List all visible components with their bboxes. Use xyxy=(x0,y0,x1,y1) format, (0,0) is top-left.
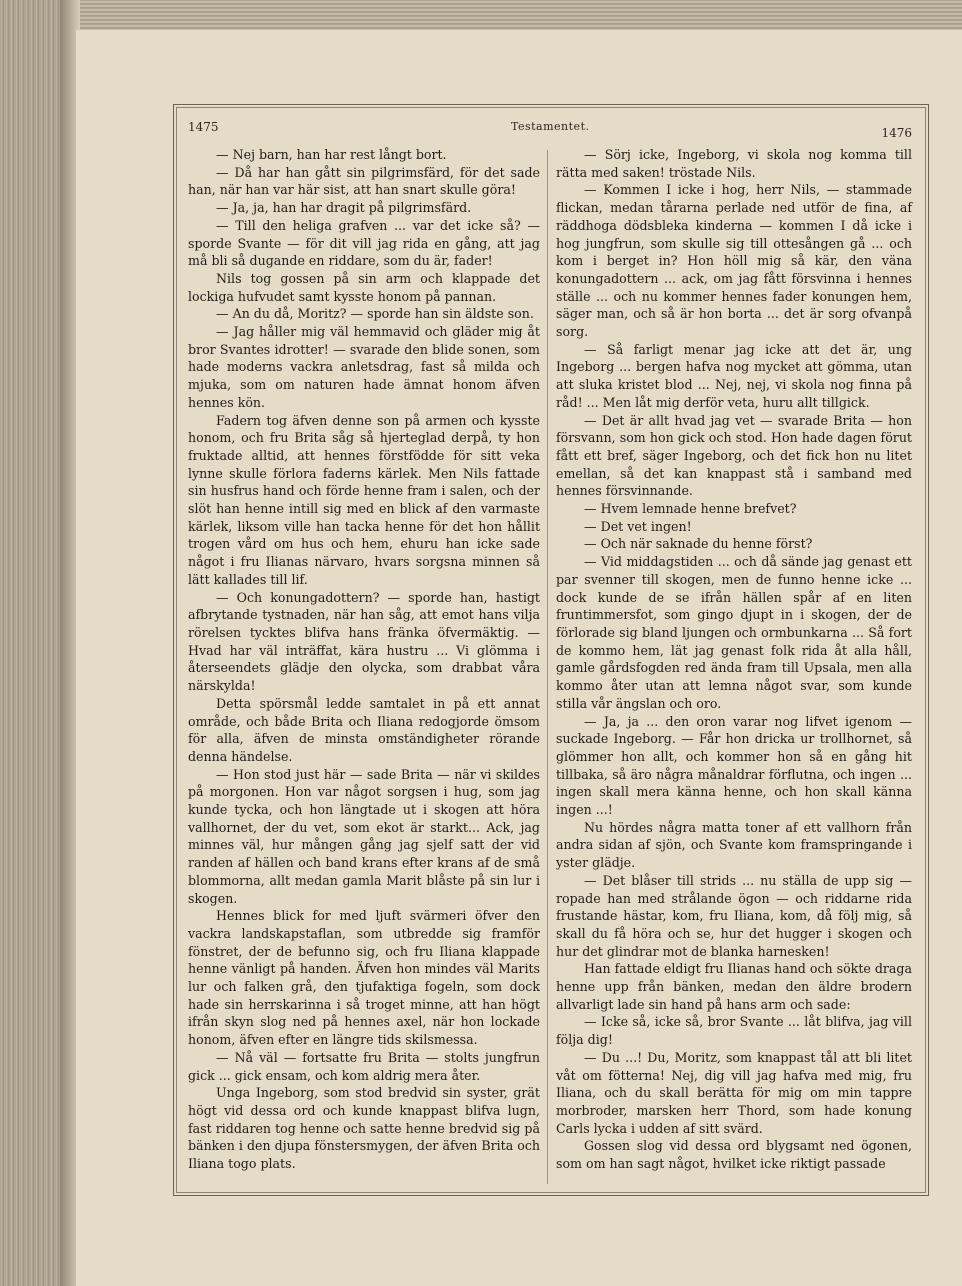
paragraph: — Du ...! Du, Moritz, som knappast tål att bli litet våt om fötterna! Nej, dig vill jag hafva med mig, fru Iliana, och du skall berätta för mig om min tappre morbroder, marsken herr Thord, som hade konung Carls lycka i udden af sitt svärd. xyxy=(556,1049,912,1136)
paragraph: — Och när saknade du henne först? xyxy=(584,536,813,552)
paragraph: — Så farligt menar jag icke att det är, ung Ingeborg ... bergen hafva nog mycket att gömma, utan att sluka kristet blod ... Nej, nej, vi skola nog finna på råd! ... Men låt mig derför veta, huru allt tillgick. xyxy=(556,341,912,410)
paragraph: — Hvem lemnade henne brefvet? xyxy=(584,501,797,517)
paragraph: Detta spörsmål ledde samtalet in på ett annat område, och både Brita och Iliana redogjorde ömsom för alla, äfven de minsta omständigheter rörande denna händelse. xyxy=(188,695,540,764)
paragraph: Nils tog gossen på sin arm och klappade det lockiga hufvudet samt kysste honom på pannan. xyxy=(188,270,540,304)
column-divider xyxy=(547,150,548,1184)
page-header xyxy=(188,118,916,140)
paragraph: Han fattade eldigt fru Ilianas hand och sökte draga henne upp från bänken, medan den äldre brodern allvarligt lade sin hand på hans arm och sade: xyxy=(556,961,912,1012)
paragraph: — Till den heliga grafven ... var det icke så? — sporde Svante — för dit vill jag rida en gång, att jag må bli så dugande en riddare, som du är, fader! xyxy=(188,217,540,269)
paragraph: — Och konungadottern? — sporde han, hastigt afbrytande tystnaden, när han såg, att emot hans vilja rörelsen tycktes blifva hans fränka öfvermäktig. — Hvad har väl inträffat, kära hustru ... Vi glömma i återseendets glädje den olycka, som drabbat våra närskylda! xyxy=(188,589,540,694)
paragraph: — Det blåser till strids ... nu ställa de upp sig — ropade han med strålande ögon — och riddarne rida frustande hästar, kom, fru Iliana, kom, då följ mig, så skall du få höra och se, hur det hugger i skogen och hur det glindrar mot de blanka harnesken! xyxy=(556,872,912,959)
paragraph: — Det är allt hvad jag vet — svarade Brita — hon försvann, som hon gick och stod. Hon hade dagen förut fått ett bref, säger Ingeborg, och det fick hon nu litet emellan, så det kan knappast stå i samband med hennes försvinnande. xyxy=(556,412,912,499)
paragraph: — Ja, ja ... den oron varar nog lifvet igenom — suckade Ingeborg. — Får hon dricka ur trollhornet, så glömmer hon allt, och kommer hon så en gång hit tillbaka, så äro några månaldrar förflutna, och ingen ... ingen skall mera känna henne, och hon skall känna ingen ...! xyxy=(556,713,912,818)
paragraph: — Nej barn, han har rest långt bort. xyxy=(216,147,447,162)
paragraph: — Hon stod just här — sade Brita — när vi skildes på morgonen. Hon var något sorgsen i hug, som jag kunde tycka, och hon längtade ut i skogen att höra vallhornet, der du vet, som ekot är starkt... Ack, jag minnes väl, hur mången gång jag sjelf satt der vid randen af hällen och band krans efter krans af de små blommorna, allt medan gamla Marit blåste på sin lur i skogen. xyxy=(188,766,540,906)
running-title: Testamentet. xyxy=(511,120,590,133)
right-column xyxy=(556,146,912,1173)
paragraph: Fadern tog äfven denne son på armen och kysste honom, och fru Brita såg så hjerteglad derpå, ty hon fruktade alltid, att hennes förstfödde för sitt veka lynne skulle förlora faderns kärlek. Men Nils fattade sin husfrus hand och förde henne fram i salen, och der slöt han henne intill sig med en blick af den varmaste kärlek, liksom ville han tacka henne för det hon hållit trogen vård om hus och hem, ehuru han icke sade något i fru Ilianas närvaro, hvars sorgsna minnen så lätt kallades till lif. xyxy=(188,412,540,587)
page-number-right: 1476 xyxy=(881,126,912,140)
page-number-left: 1475 xyxy=(188,120,219,134)
paragraph: — An du då, Moritz? — sporde han sin äldste son. xyxy=(216,306,534,322)
paragraph: — Jag håller mig väl hemmavid och gläder mig åt bror Svantes idrotter! — svarade den blide sonen, som hade moderns vackra anletsdrag, fast så milda och mjuka, som om naturen hade ämnat honom äfven hennes kön. xyxy=(188,324,540,410)
paragraph: — Nå väl — fortsatte fru Brita — stolts jungfrun gick ... gick ensam, och kom aldrig mera åter. xyxy=(188,1049,540,1083)
paragraph: Gossen slog vid dessa ord blygsamt ned ögonen, som om han sagt något, hvilket icke riktigt passade xyxy=(556,1138,912,1172)
paragraph: — Ja, ja, han har dragit på pilgrimsfärd. xyxy=(216,200,472,216)
left-column xyxy=(188,146,540,1173)
paragraph: — Då har han gått sin pilgrimsfärd, för det sade han, när han var här sist, att han snart skulle göra! xyxy=(188,164,540,198)
paragraph: — Sörj icke, Ingeborg, vi skola nog komma till rätta med saken! tröstade Nils. xyxy=(556,147,912,180)
paragraph: — Vid middagstiden ... och då sände jag genast ett par svenner till skogen, men de funno henne icke ... dock kunde de se ifrån hällen spår af en liten fruntimmersfot, som gingo djupt in i skogen, der de förlorade sig bland ljungen och ormbunkarna ... Så fort de kommo hem, lät jag genast folk rida åt alla håll, gamle gårdsfogden red ända fram till Upsala, men alla kommo åter utan att lemna något svar, som kunde stilla vår ängslan och oro. xyxy=(556,554,912,711)
paragraph: Hennes blick for med ljuft svärmeri öfver den vackra landskapstaflan, som utbredde sig framför fönstret, der de befunno sig, och fru Iliana klappade henne vänligt på handen. Äfven hon mindes väl Marits lur och falken grå, den tjufaktiga fogeln, som dock hade sin herrskarinna i så troget minne, att han högt ifrån skyn slog ned på hennes axel, när hon lockade honom, äfven efter en längre tids skilsmessa. xyxy=(188,908,540,1048)
paragraph: — Det vet ingen! xyxy=(584,518,692,534)
paragraph: — Icke så, icke så, bror Svante ... låt blifva, jag vill följa dig! xyxy=(556,1014,912,1048)
paragraph: Nu hördes några matta toner af ett vallhorn från andra sidan af sjön, och Svante kom framspringande i yster glädje. xyxy=(556,819,912,871)
paragraph: — Kommen I icke i hog, herr Nils, — stammade flickan, medan tårarna perlade ned utför de fina, af räddhoga dödsbleka kinderna — kommen I då icke i hog jungfrun, som skulle sig till ottesången gå ... och kom i berget in? Hon höll mig så kär, den väna konungadottern ... ack, om jag fått försvinna i hennes ställe ... och nu kommer hennes fader konungen hem, säger man, och så är hon borta ... det är sorg ofvanpå sorg. xyxy=(556,182,912,340)
paragraph: Unga Ingeborg, som stod bredvid sin syster, grät högt vid dessa ord och kunde knappast blifva lugn, fast riddaren tog henne och satte henne bredvid sig på bänken i den djupa fönstersmygen, der äfven Brita och Iliana togo plats. xyxy=(188,1085,540,1172)
